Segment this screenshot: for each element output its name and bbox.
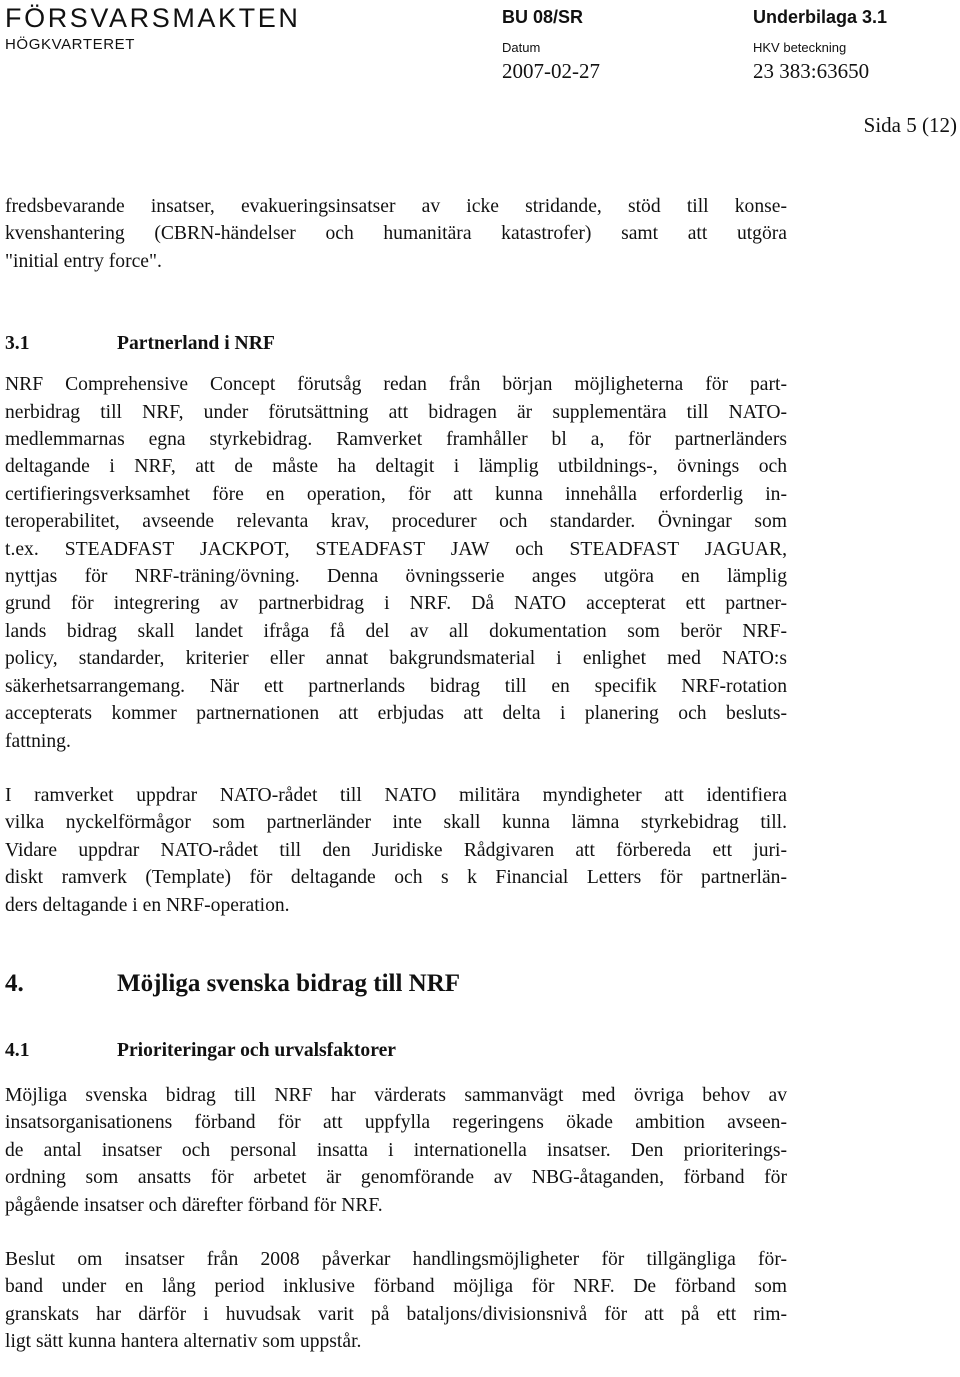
text-line: Beslut om insatser från 2008 påverkar handlingsmöjligheter för tillgängliga för- xyxy=(5,1248,787,1270)
paragraph-nrf-concept xyxy=(5,371,787,755)
text-line: band under en lång period inklusive förband möjliga för NRF. De förband som xyxy=(5,1276,787,1298)
text-line: deltagande i NRF, att de måste ha deltagit i lämplig utbildnings-, övnings och xyxy=(5,456,787,478)
text-line: ordning som ansatts för arbetet är genomförande av NBG-åtaganden, förband för xyxy=(5,1167,787,1189)
section-number: 3.1 xyxy=(5,333,30,355)
text-line: "initial entry force". xyxy=(5,250,162,272)
section-number: 4.1 xyxy=(5,1039,30,1061)
section-4-1-heading xyxy=(5,1037,787,1064)
paragraph-priorities xyxy=(5,1082,787,1219)
text-line: certifieringsverksamhet före en operation, för att kunna innehålla erforderlig in- xyxy=(5,483,787,505)
text-line: nerbidrag till NRF, under förutsättning att bidragen är supplementära till NATO- xyxy=(5,401,787,423)
text-line: medlemmarnas egna styrkebidrag. Ramverket framhåller bl a, för partnerländers xyxy=(5,429,787,451)
text-line: NRF Comprehensive Concept förutsåg redan från början möjligheterna för part- xyxy=(5,374,787,396)
document-body xyxy=(5,193,787,1356)
text-line: fredsbevarande insatser, evakueringsinsatser av icke stridande, stöd till konse- xyxy=(5,196,787,217)
page-number: Sida 5 (12) xyxy=(863,113,957,137)
text-line: pågående insatser och därefter förband för NRF. xyxy=(5,1194,383,1216)
letterhead xyxy=(0,0,960,95)
text-line: insatsorganisationens förband för att uppfylla regeringens ökade ambition avseen- xyxy=(5,1112,787,1134)
text-line: vilka nyckelförmågor som partnerländer inte skall kunna lämna styrkebidrag till. xyxy=(5,812,787,834)
text-line: ligt sätt kunna hantera alternativ som uppstår. xyxy=(5,1331,362,1353)
section-4-heading xyxy=(5,969,787,999)
section-title: Möjliga svenska bidrag till NRF xyxy=(117,969,461,997)
text-line: Vidare uppdrar NATO-rådet till den Juridiske Rådgivaren att förbereda ett juri- xyxy=(5,839,787,861)
section-title: Partnerland i NRF xyxy=(117,333,275,355)
agency-name: FÖRSVARSMAKTEN xyxy=(5,3,301,33)
reference-value: 23 383:63650 xyxy=(753,59,870,83)
text-line: diskt ramverk (Template) för deltagande och s k Financial Letters för partnerlän- xyxy=(5,867,787,889)
department-name: HÖGKVARTERET xyxy=(5,36,135,53)
paragraph-nato-council xyxy=(5,782,787,919)
text-line: policy, standarder, kriterier eller annat bakgrundsmaterial i enlighet med NATO:s xyxy=(5,648,787,670)
section-title: Prioriteringar och urvalsfaktorer xyxy=(117,1039,396,1061)
section-3-1-heading xyxy=(5,330,787,357)
text-line: grund för integrering av partnerbidrag i NRF. Då NATO accepterat ett partner- xyxy=(5,593,787,615)
text-line: granskats har därför i huvudsak varit på bataljons/divisionsnivå för att på ett rim- xyxy=(5,1303,787,1325)
text-line: nyttjas för NRF-träning/övning. Denna övningsserie anges utgöra en lämplig xyxy=(5,566,787,588)
text-line: kvenshantering (CBRN-händelser och humanitära katastrofer) samt att utgöra xyxy=(5,223,787,245)
text-line: accepterats kommer partnernationen att erbjudas att delta i planering och besluts- xyxy=(5,703,787,725)
section-number: 4. xyxy=(5,969,24,997)
text-line: teroperabilitet, avseende relevanta krav, procedurer och standarder. Övningar som xyxy=(5,511,787,533)
text-line: fattning. xyxy=(5,730,71,752)
paragraph-decisions xyxy=(5,1246,787,1356)
text-line: lands bidrag skall landet ifråga få del av all dokumentation som berör NRF- xyxy=(5,620,787,642)
annex-label: Underbilaga 3.1 xyxy=(753,7,888,27)
text-line: Möjliga svenska bidrag till NRF har värderats sammanvägt med övriga behov av xyxy=(5,1084,787,1106)
document-id: BU 08/SR xyxy=(502,7,584,27)
date-label: Datum xyxy=(502,40,541,55)
text-line: säkerhetsarrangemang. När ett partnerlands bidrag till en specifik NRF-rotation xyxy=(5,675,787,697)
text-line: I ramverket uppdrar NATO-rådet till NATO militära myndigheter att identifiera xyxy=(5,784,787,806)
text-line: t.ex. STEADFAST JACKPOT, STEADFAST JAW och STEADFAST JAGUAR, xyxy=(5,538,787,560)
text-line: de antal insatser och personal insatta i internationella insatser. Den prioriterings- xyxy=(5,1139,787,1161)
date-value: 2007-02-27 xyxy=(502,59,600,83)
intro-paragraph xyxy=(5,193,787,275)
reference-label: HKV beteckning xyxy=(753,40,847,55)
text-line: ders deltagande i en NRF-operation. xyxy=(5,894,290,916)
